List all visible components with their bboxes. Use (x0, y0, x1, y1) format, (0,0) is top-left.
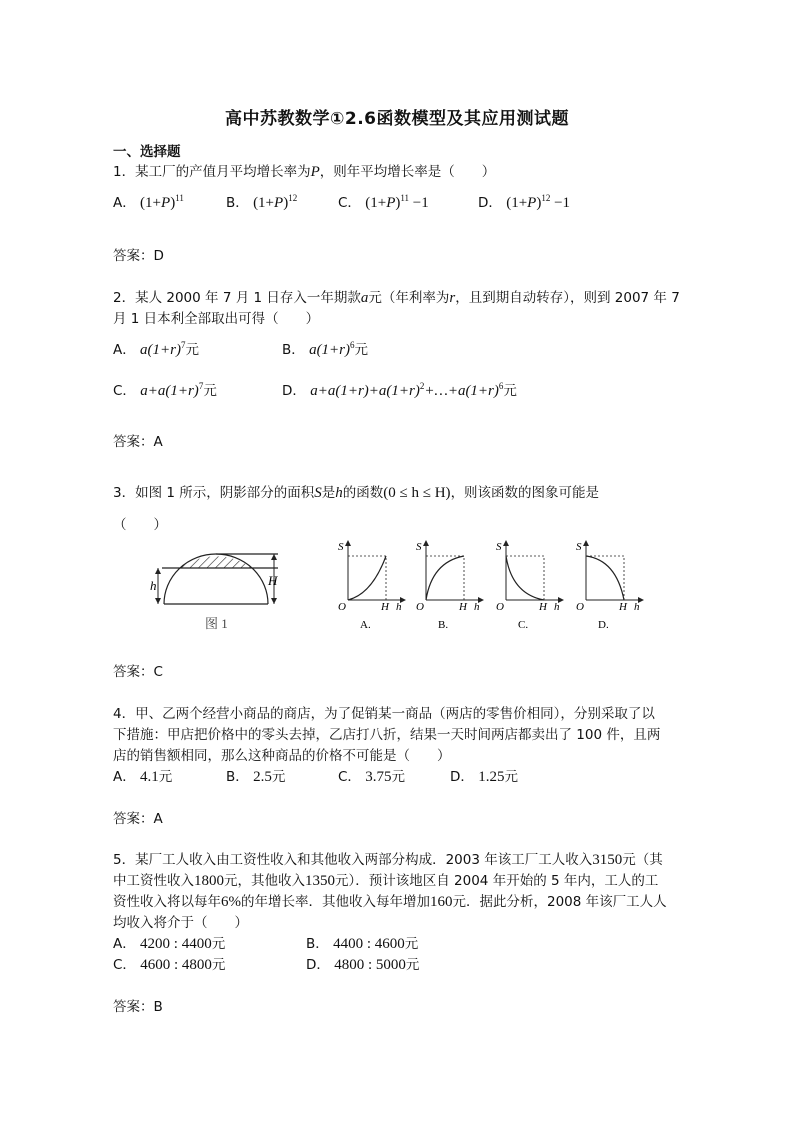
q5-option-b: B． 4400 : 4600元 (306, 936, 419, 952)
q1-option-b: B． $(1+P)^{12}$ (226, 193, 298, 211)
question-3-line-1: 3．如图 1 所示，阴影部分的面积S是h的函数(0 ≤ h ≤ H)，则该函数的图象可能是 (113, 485, 600, 501)
svg-text:h: h (474, 601, 480, 613)
svg-text:h: h (396, 601, 402, 613)
graph-c-label: C. (518, 619, 529, 631)
svg-text:H: H (619, 601, 627, 613)
question-1-text: 1．某工厂的产值月平均增长率为P，则年平均增长率是（ ） (113, 164, 496, 180)
q2-option-c: C． $a+a(1+r)^7$元 (113, 381, 217, 399)
q1-answer: 答案：D (113, 248, 164, 264)
q4-answer: 答案：A (113, 811, 163, 827)
q4-option-b: B． 2.5元 (226, 769, 286, 785)
q4-option-c: C． 3.75元 (338, 769, 405, 785)
q2-answer: 答案：A (113, 434, 163, 450)
q2-option-b: B． $a(1+r)^6$元 (282, 340, 369, 358)
page-title: 高中苏教数学①2.6函数模型及其应用测试题 (224, 109, 569, 129)
q1-option-a: A． $(1+P)^{11}$ (113, 193, 184, 211)
question-4-line-1: 4．甲、乙两个经营小商品的商店，为了促销某一商品（两店的零售价相同），分别采取了以 (113, 706, 655, 722)
graph-a-label: A. (360, 619, 371, 631)
question-3-line-2: （ ） (113, 517, 167, 533)
q2-option-d: D． $a+a(1+r)+a(1+r)^2+\dots+a(1+r)^6$元 (282, 381, 517, 399)
question-5-line-3: 资性收入将以每年6%的年增长率．其他收入每年增加160元．据此分析，2008 年该厂工人人 (113, 894, 667, 910)
svg-text:h: h (554, 601, 560, 613)
section-heading: 一、选择题 (113, 144, 181, 160)
graph-b-label: B. (438, 619, 449, 631)
svg-text:O: O (416, 601, 424, 613)
q4-option-d: D． 1.25元 (450, 769, 518, 785)
q3-answer: 答案：C (113, 664, 163, 680)
svg-text:S: S (338, 541, 344, 553)
svg-text:h: h (634, 601, 640, 613)
svg-text:O: O (576, 601, 584, 613)
question-5-line-4: 均收入将介于（ ） (113, 915, 248, 931)
question-4-line-2: 下措施：甲店把价格中的零头去掉，乙店打八折，结果一天时间两店都卖出了 100 件，且两 (113, 727, 661, 743)
q5-option-c: C． 4600 : 4800元 (113, 957, 226, 973)
fig-h-label: h (150, 578, 157, 593)
question-2-line-1: 2．某人 2000 年 7 月 1 日存入一年期款a元（年利率为r，且到期自动转存），则到 2007 年 7 (113, 290, 680, 306)
graph-a (338, 540, 406, 631)
question-2-line-2: 月 1 日本利全部取出可得（ ） (113, 311, 320, 327)
shaded-region (180, 556, 252, 568)
q2-option-a: A． $a(1+r)^7$元 (113, 340, 199, 358)
question-5-line-1: 5．某厂工人收入由工资性收入和其他收入两部分构成．2003 年该工厂工人收入3150元（其 (113, 852, 663, 868)
figure-1 (150, 548, 290, 634)
graph-c (496, 540, 564, 631)
question-5-line-2: 中工资性收入1800元，其他收入1350元）．预计该地区自 2004 年开始的 5 年内，工人的工 (113, 873, 659, 889)
q1-option-d: D． $(1+P)^{12} -1$ (478, 193, 571, 211)
svg-text:O: O (496, 601, 504, 613)
fig-H-label: H (268, 573, 278, 588)
q1-option-c: C． $(1+P)^{11} -1$ (338, 193, 429, 211)
svg-text:S: S (576, 541, 582, 553)
svg-text:S: S (496, 541, 502, 553)
q5-option-a: A． 4200 : 4400元 (113, 936, 226, 952)
svg-text:H: H (539, 601, 547, 613)
question-4-line-3: 店的销售额相同，那么这种商品的价格不可能是（ ） (113, 748, 451, 764)
svg-text:H: H (381, 601, 389, 613)
q5-option-d: D． 4800 : 5000元 (306, 957, 420, 973)
graph-b (416, 540, 484, 631)
fig-caption: 图 1 (205, 616, 228, 631)
answer-graphs (334, 538, 654, 632)
svg-text:S: S (416, 541, 422, 553)
svg-text:O: O (338, 601, 346, 613)
q5-answer: 答案：B (113, 999, 163, 1015)
q4-option-a: A． 4.1元 (113, 769, 173, 785)
graph-d (576, 540, 644, 631)
graph-d-label: D. (598, 619, 609, 631)
svg-text:H: H (459, 601, 467, 613)
